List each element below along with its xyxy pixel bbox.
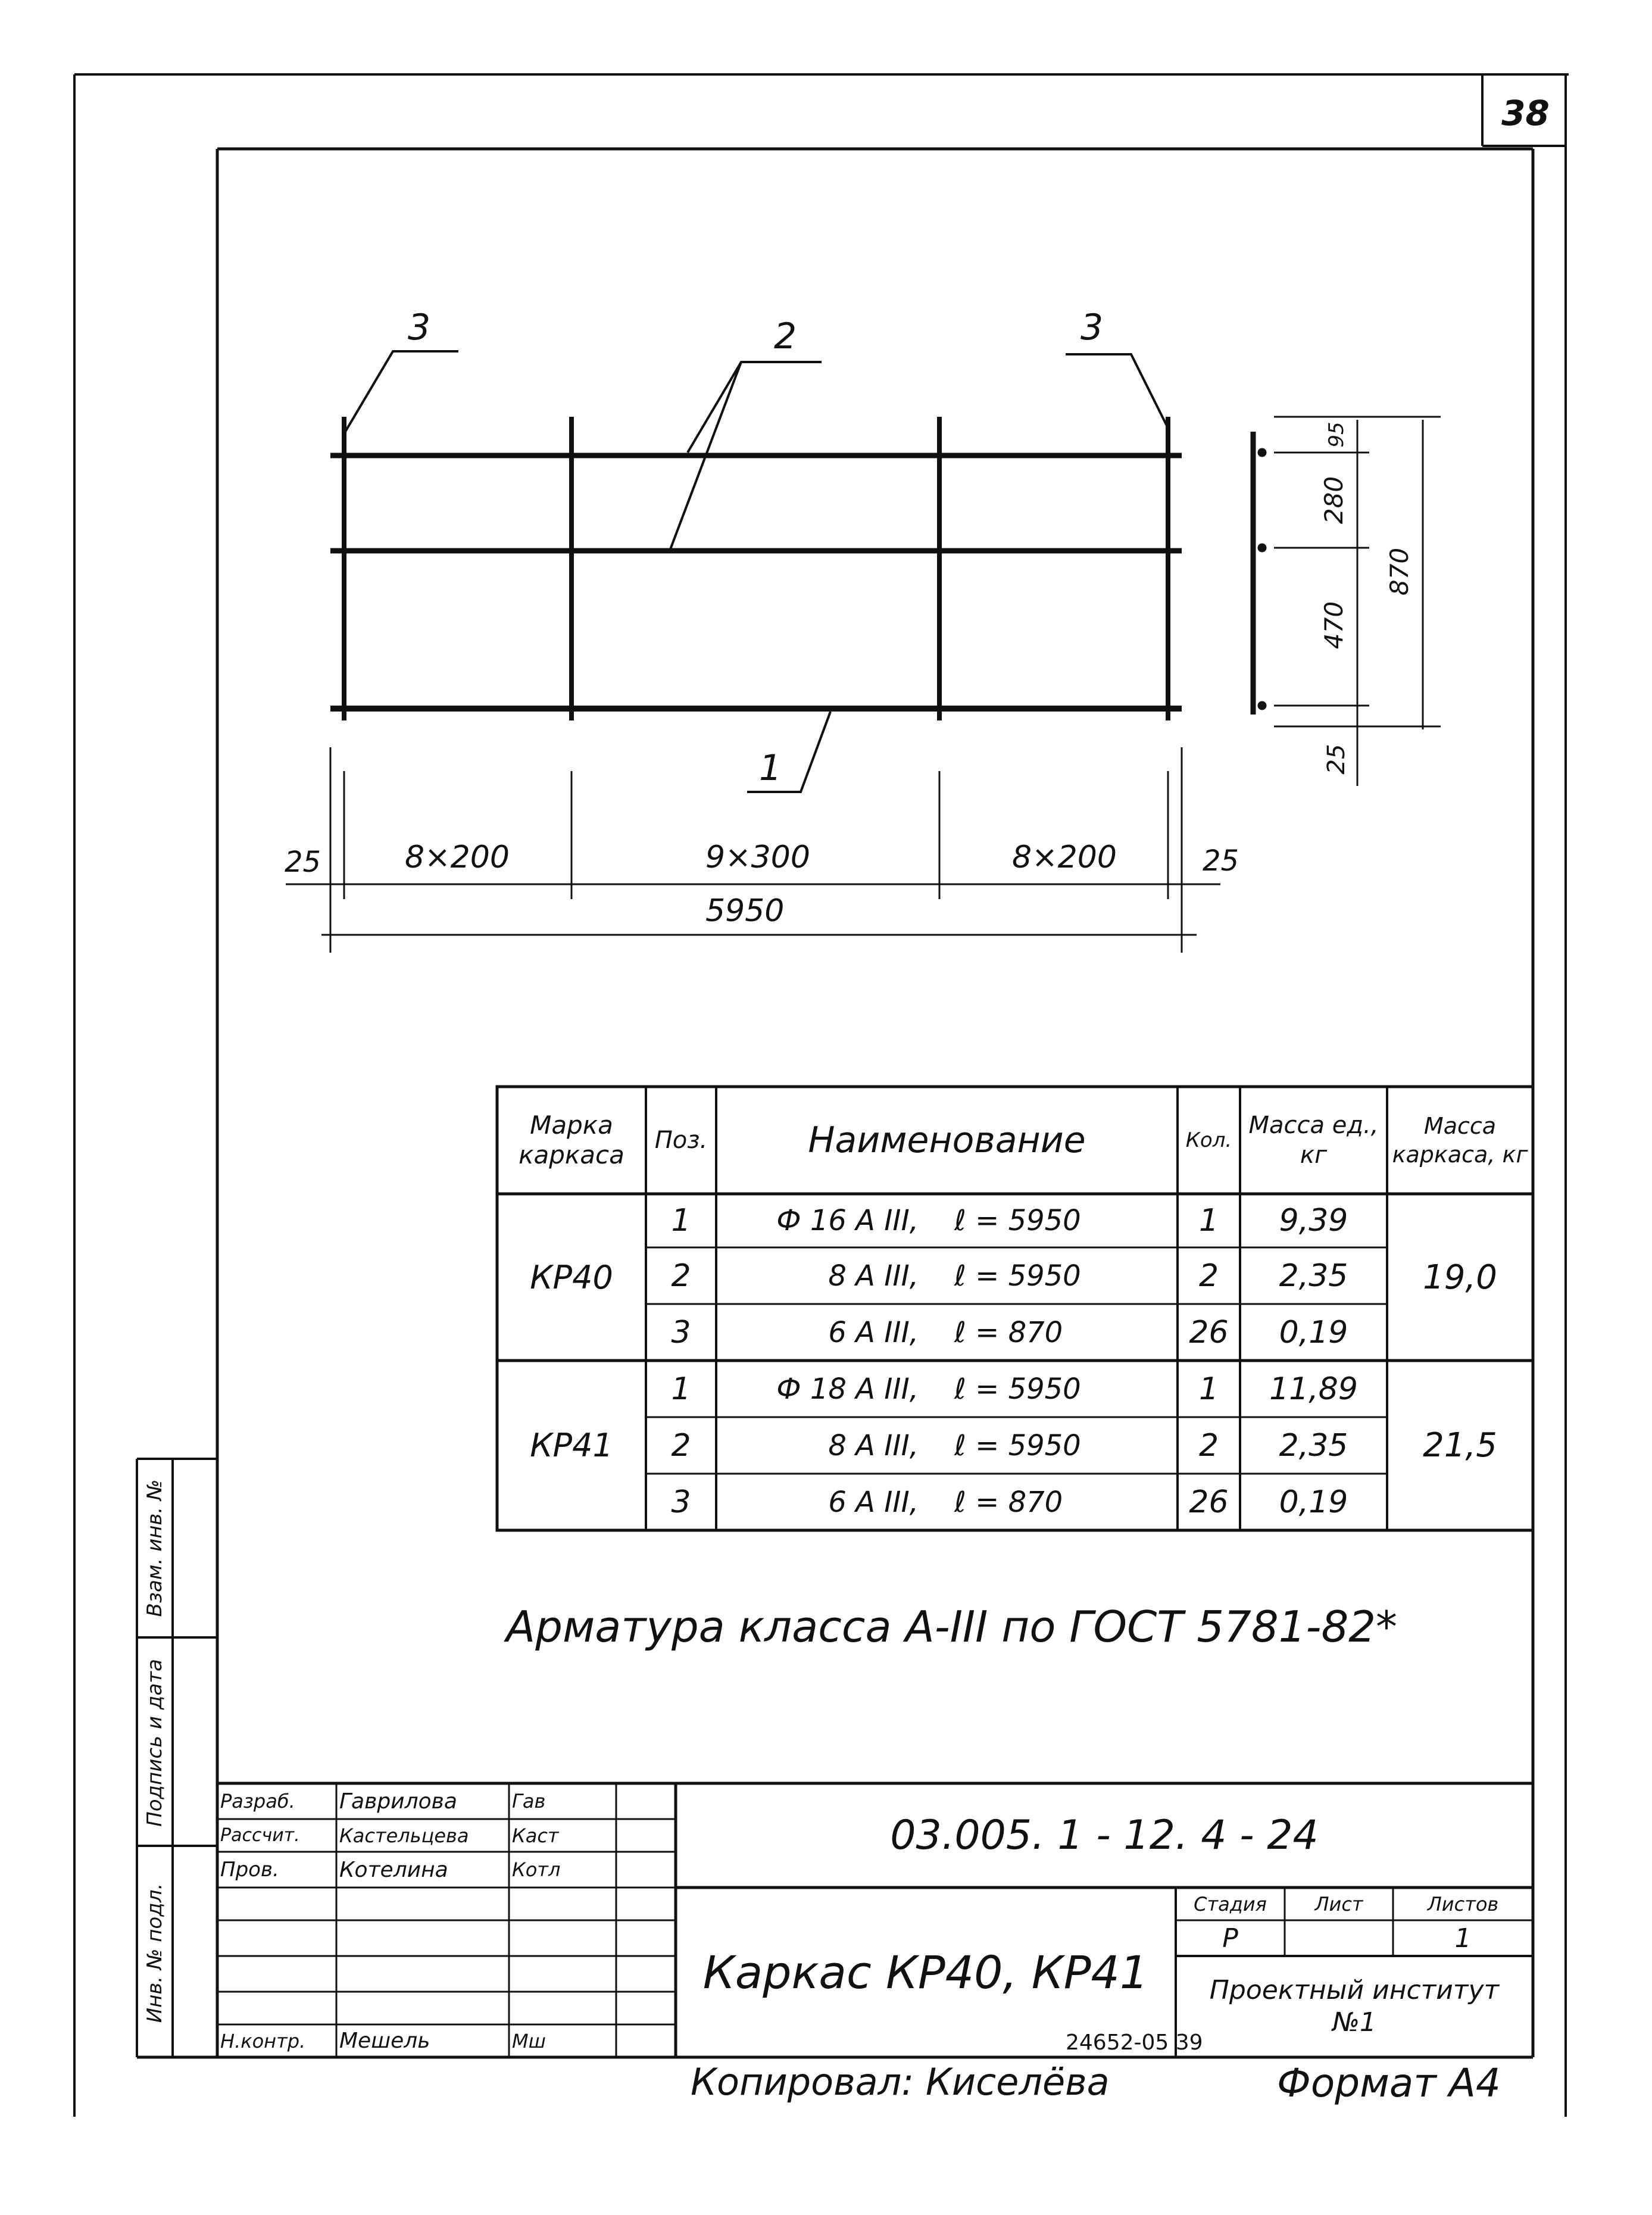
leader-3-right	[1066, 354, 1167, 426]
spec-length: ℓ = 5950	[954, 1259, 1081, 1293]
role-signature: Гав	[512, 1790, 546, 1812]
dim-side-bottom: 25	[1323, 744, 1350, 775]
stage-label: Стадия	[1194, 1892, 1267, 1915]
spec-length: ℓ = 5950	[954, 1428, 1081, 1462]
spec-name: Ф 16 А III,	[776, 1204, 919, 1237]
spec-qty: 1	[1198, 1203, 1219, 1238]
spec-qty: 2	[1198, 1427, 1219, 1464]
spec-name: 6 А III,	[828, 1315, 919, 1349]
dim-side-lower: 470	[1319, 601, 1348, 650]
role-name: Котелина	[339, 1857, 448, 1882]
section-dot-bottom	[1258, 701, 1266, 710]
spec-name: 8 А III,	[828, 1259, 919, 1293]
role-name: Кастельцева	[339, 1824, 469, 1847]
dim-side-top: 95	[1325, 422, 1348, 448]
spec-header-name: Наименование	[808, 1119, 1086, 1161]
spec-total-kr40: 19,0	[1423, 1258, 1497, 1297]
page-number: 38	[1501, 93, 1550, 133]
spec-mass: 9,39	[1279, 1203, 1348, 1238]
organization: Проектный институт №1	[1209, 1975, 1500, 2038]
dim-seg2: 9×300	[705, 840, 810, 875]
spec-mass: 0,19	[1279, 1314, 1348, 1350]
stage-value: Р	[1222, 1923, 1238, 1954]
spec-header-mark: Марка каркаса	[519, 1110, 624, 1169]
spec-mark-kr40: КР40	[530, 1258, 613, 1296]
section-dot-mid	[1258, 544, 1266, 552]
sheet-no-value	[1285, 1920, 1393, 1956]
dim-seg1: 8×200	[405, 840, 510, 875]
role-name: Мешель	[339, 2029, 430, 2053]
spec-mass: 11,89	[1269, 1371, 1358, 1407]
spec-pos: 3	[671, 1314, 691, 1350]
callout-3-right: 3	[1080, 307, 1104, 348]
sidebar-replaced-inv: Взам. инв. №	[143, 1479, 167, 1617]
spec-header-unit-mass: Масса ед., кг	[1248, 1112, 1379, 1169]
role-signature: Каст	[512, 1824, 559, 1847]
spec-mass: 2,35	[1279, 1427, 1348, 1464]
spec-length: ℓ = 5950	[954, 1372, 1081, 1406]
role-signature: Котл	[512, 1858, 561, 1881]
callout-1: 1	[759, 747, 782, 789]
role-label: Рассчит.	[220, 1825, 300, 1846]
role-label: Пров.	[220, 1858, 279, 1882]
spec-qty: 1	[1198, 1371, 1219, 1407]
spec-pos: 1	[671, 1203, 691, 1238]
spec-mass: 0,19	[1279, 1484, 1348, 1520]
copied-by: Копировал: Киселёва	[691, 2060, 1110, 2104]
spec-qty: 26	[1189, 1314, 1229, 1350]
spec-pos: 1	[671, 1371, 691, 1407]
spec-header-pos: Поз.	[654, 1127, 708, 1154]
dim-total: 5950	[705, 893, 785, 929]
format-label: Формат А4	[1277, 2060, 1501, 2106]
sheets-label: Листов	[1427, 1892, 1499, 1915]
spec-qty: 26	[1189, 1484, 1229, 1520]
dim-side-total: 870	[1384, 547, 1414, 596]
role-label: Разраб.	[220, 1790, 295, 1812]
spec-header-qty: Кол.	[1185, 1128, 1232, 1152]
callout-3-left: 3	[408, 307, 431, 348]
role-signature: Мш	[512, 2029, 546, 2052]
sidebar-signature-date: Подпись и дата	[143, 1659, 167, 1827]
doc-code: 03.005. 1 - 12. 4 - 24	[890, 1812, 1319, 1859]
doc-title: Каркас КР40, КР41	[702, 1946, 1149, 1999]
spec-pos: 3	[671, 1484, 691, 1520]
dim-side-upper: 280	[1319, 476, 1348, 525]
spec-length: ℓ = 5950	[954, 1204, 1081, 1237]
spec-mass: 2,35	[1279, 1258, 1348, 1294]
spec-pos: 2	[671, 1427, 691, 1464]
spec-name: 8 А III,	[828, 1428, 919, 1462]
callout-2: 2	[774, 316, 797, 357]
dim-right-edge: 25	[1203, 844, 1239, 878]
spec-name: 6 А III,	[828, 1485, 919, 1519]
role-label: Н.контр.	[220, 2029, 306, 2052]
spec-qty: 2	[1198, 1258, 1219, 1294]
sidebar-inventory-no: Инв. № подл.	[143, 1883, 167, 2023]
spec-mark-kr41: КР41	[530, 1427, 613, 1464]
dim-seg3: 8×200	[1012, 840, 1117, 875]
section-dot-top	[1258, 448, 1266, 457]
spec-name: Ф 18 А III,	[776, 1372, 919, 1406]
role-name: Гаврилова	[339, 1789, 457, 1814]
reinforcement-note: Арматура класса А-III по ГОСТ 5781-82*	[506, 1602, 1398, 1652]
spec-length: ℓ = 870	[954, 1315, 1063, 1349]
spec-header-frame-mass: Масса каркаса, кг	[1392, 1113, 1528, 1168]
leader-3-left	[345, 351, 458, 432]
leader-2-a	[688, 362, 822, 453]
spec-total-kr41: 21,5	[1423, 1426, 1497, 1465]
archive-number: 24652-05 39	[1066, 2030, 1203, 2055]
sheet-label: Лист	[1314, 1892, 1363, 1915]
spec-pos: 2	[671, 1258, 691, 1294]
dim-left-edge: 25	[285, 846, 321, 879]
sheets-count-value: 1	[1454, 1923, 1472, 1954]
spec-length: ℓ = 870	[954, 1485, 1063, 1519]
